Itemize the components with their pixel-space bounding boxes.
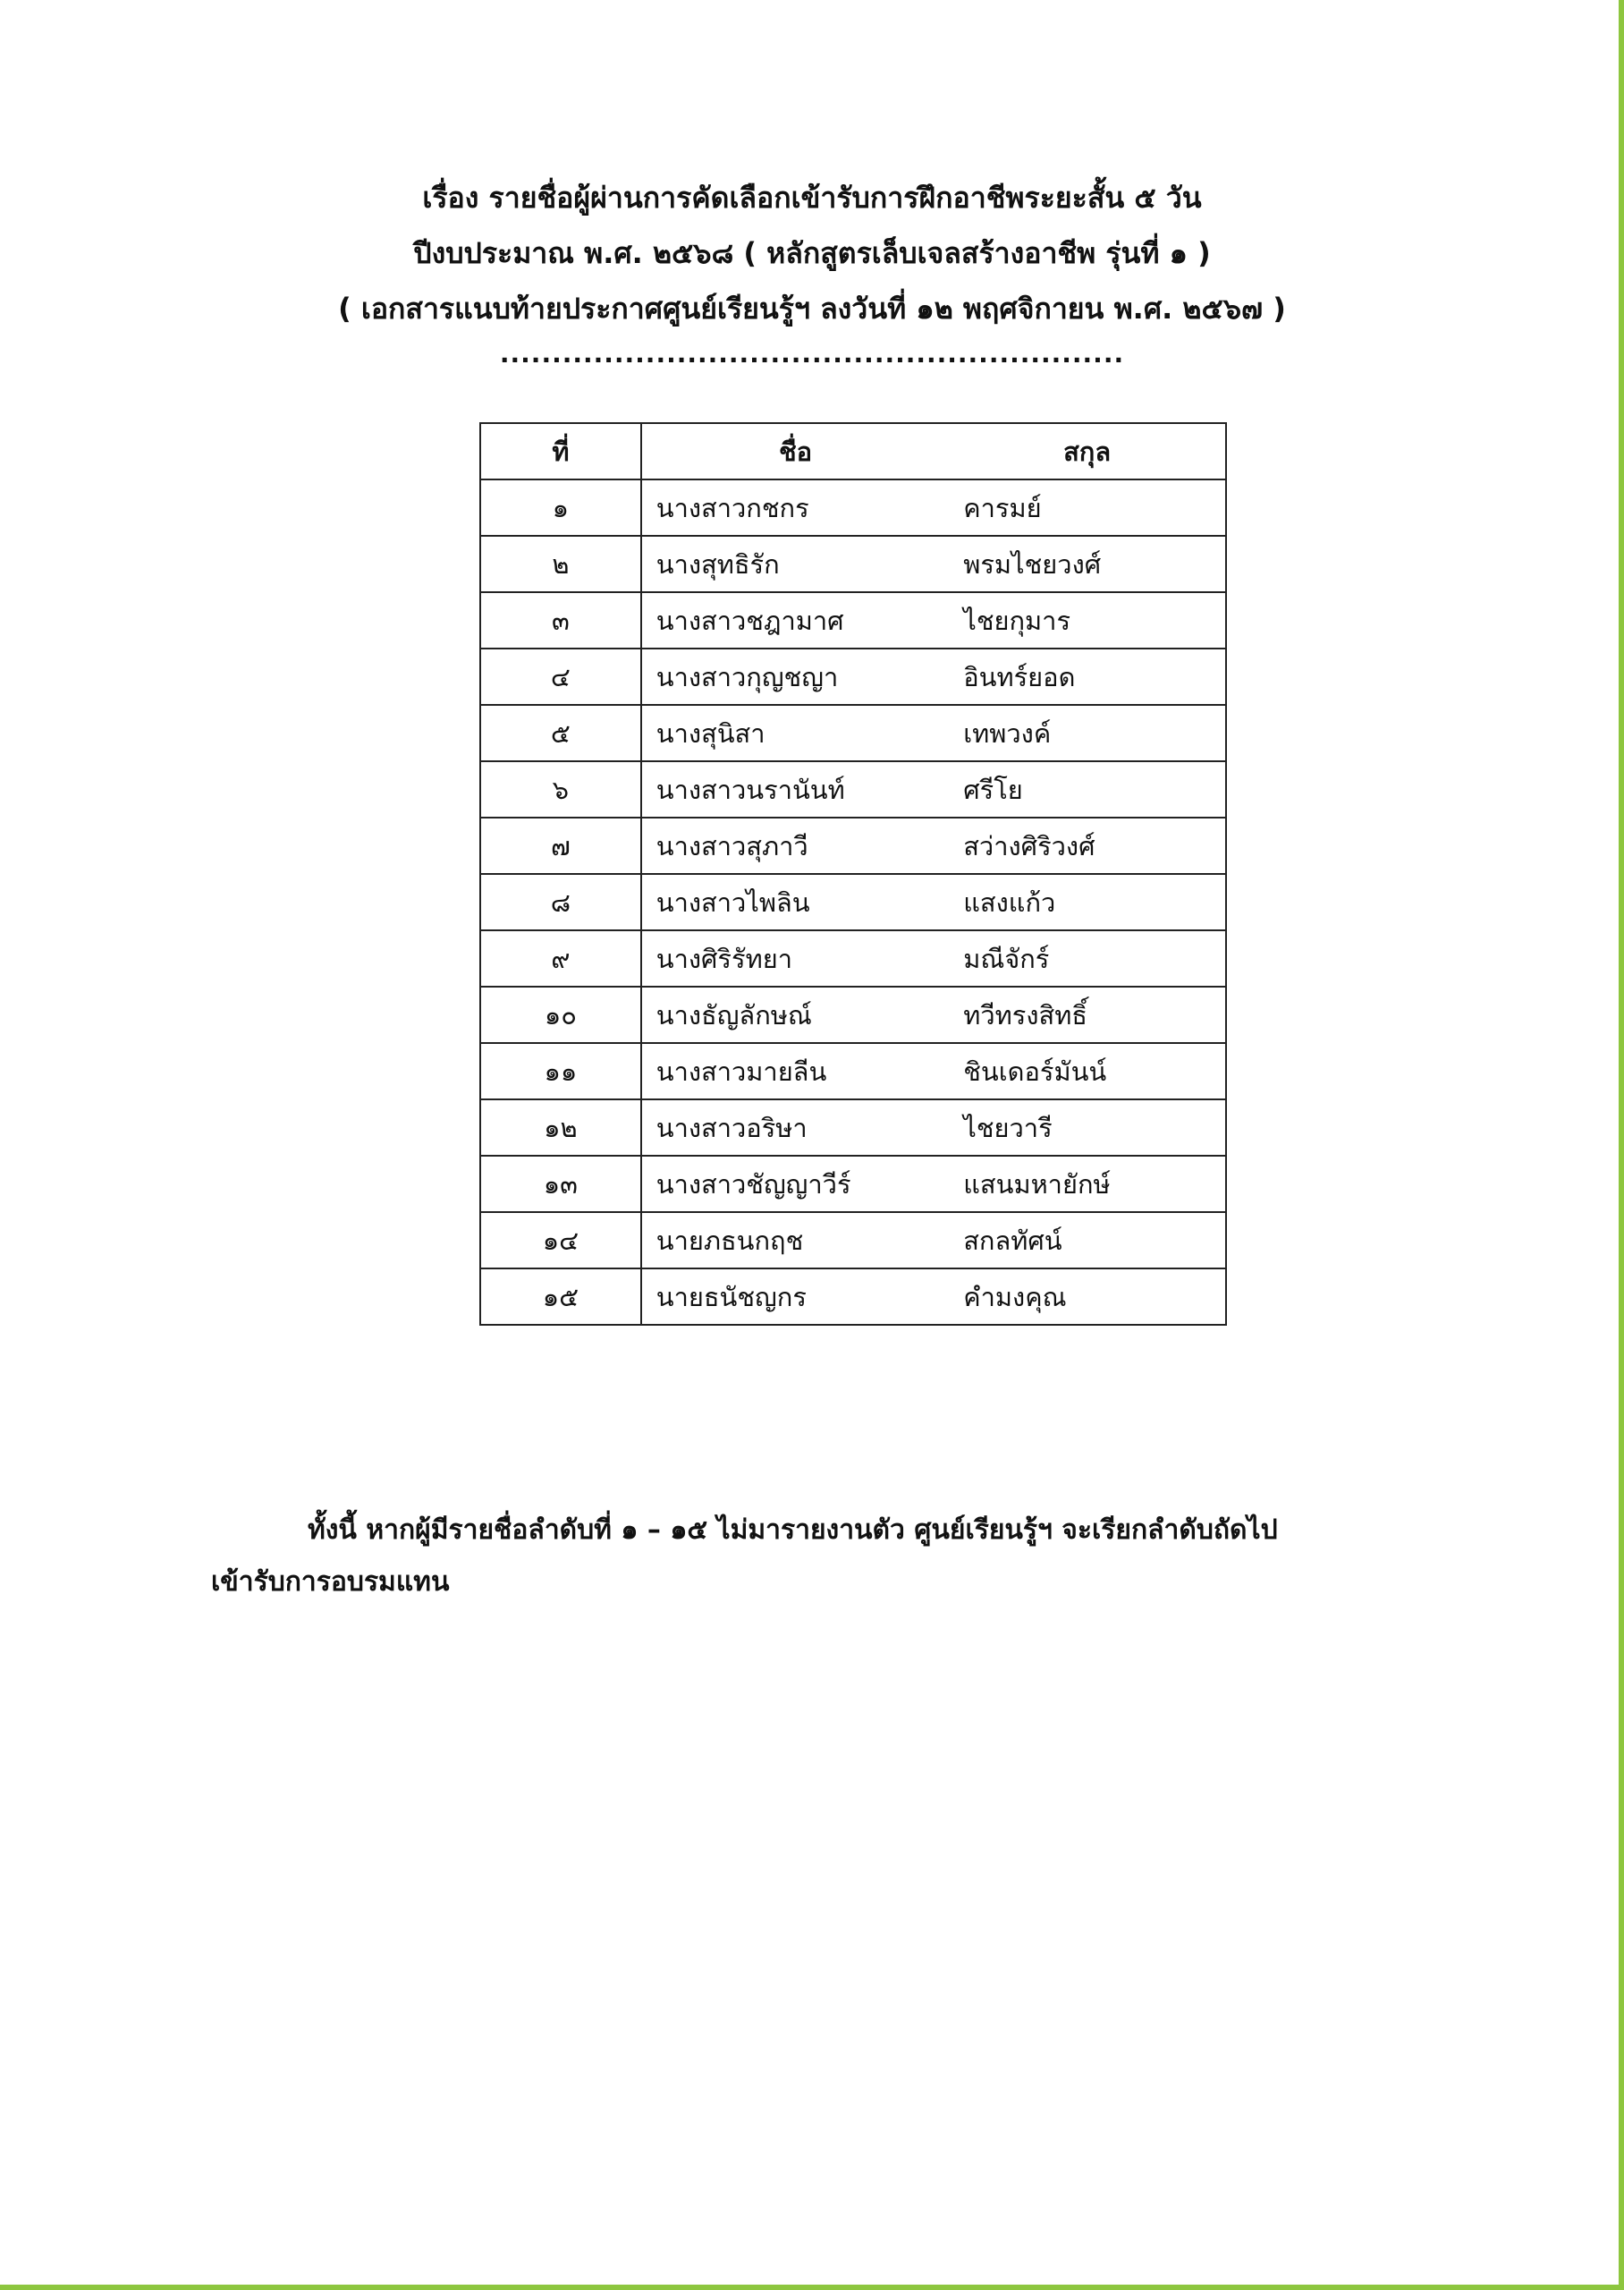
row-number: ๑๐ <box>480 987 641 1043</box>
closing-note-line-2: เข้ารับการอบรมแทน <box>211 1566 450 1598</box>
table-row <box>480 536 1226 592</box>
row-last-name: ไชยวารี <box>949 1099 1226 1156</box>
row-first-name: นางสาวชฎามาศ <box>641 592 949 649</box>
row-first-name: นางสาวนรานันท์ <box>641 761 949 818</box>
row-first-name: นางสาวกชกร <box>641 479 949 536</box>
row-last-name: มณีจักร์ <box>949 930 1226 987</box>
header-attachment-note: ( เอกสารแนบท้ายประกาศศูนย์เรียนรู้ฯ ลงวันที่ ๑๒ พฤศจิกายน พ.ศ. ๒๕๖๗ ) <box>338 292 1286 326</box>
row-last-name: แสงแก้ว <box>949 874 1226 930</box>
table-row <box>480 1212 1226 1268</box>
row-last-name: สว่างศิริวงศ์ <box>949 818 1226 874</box>
row-number: ๑๕ <box>480 1268 641 1325</box>
row-first-name: นางสุนิสา <box>641 705 949 761</box>
row-number: ๑๓ <box>480 1156 641 1212</box>
row-last-name: เทพวงค์ <box>949 705 1226 761</box>
row-last-name: อินทร์ยอด <box>949 649 1226 705</box>
row-number: ๑๑ <box>480 1043 641 1099</box>
row-first-name: นางสุทธิรัก <box>641 536 949 592</box>
table-row <box>480 592 1226 649</box>
row-last-name: คำมงคุณ <box>949 1268 1226 1325</box>
row-number: ๓ <box>480 592 641 649</box>
table-row <box>480 761 1226 818</box>
row-first-name: นายภธนกฤช <box>641 1212 949 1268</box>
table-row <box>480 1043 1226 1099</box>
row-number: ๑๔ <box>480 1212 641 1268</box>
row-last-name: สกลทัศน์ <box>949 1212 1226 1268</box>
row-number: ๙ <box>480 930 641 987</box>
row-first-name: นางสาวไพลิน <box>641 874 949 930</box>
closing-note-line-1: ทั้งนี้ หากผู้มีรายชื่อลำดับที่ ๑ – ๑๕ ไม่มารายงานตัว ศูนย์เรียนรู้ฯ จะเรียกลำดับถัดไป <box>308 1514 1278 1546</box>
row-last-name: ไชยกุมาร <box>949 592 1226 649</box>
table-row <box>480 818 1226 874</box>
table-row <box>480 705 1226 761</box>
header-subject: เรื่อง รายชื่อผู้ผ่านการคัดเลือกเข้ารับการฝึกอาชีพระยะสั้น ๕ วัน <box>422 181 1202 215</box>
row-first-name: นางศิริรัทยา <box>641 930 949 987</box>
table-row <box>480 1099 1226 1156</box>
row-number: ๒ <box>480 536 641 592</box>
document-header <box>0 170 1624 372</box>
row-number: ๑๒ <box>480 1099 641 1156</box>
table-row <box>480 930 1226 987</box>
row-last-name: ชินเดอร์มันน์ <box>949 1043 1226 1099</box>
page-edge-bottom <box>0 2285 1624 2290</box>
row-first-name: นางสาวอริษา <box>641 1099 949 1156</box>
header-divider: ............................................................ <box>499 339 1125 369</box>
row-first-name: นางสาวมายลีน <box>641 1043 949 1099</box>
header-last-name: สกุล <box>949 423 1226 479</box>
table-row <box>480 649 1226 705</box>
closing-note <box>211 1505 1445 1608</box>
participants-table <box>479 422 1227 1326</box>
table-row <box>480 1156 1226 1212</box>
row-number: ๔ <box>480 649 641 705</box>
row-first-name: นายธนัชญกร <box>641 1268 949 1325</box>
header-first-name: ชื่อ <box>641 423 949 479</box>
row-number: ๖ <box>480 761 641 818</box>
row-last-name: คารมย์ <box>949 479 1226 536</box>
table-row <box>480 987 1226 1043</box>
header-fiscal-year: ปีงบประมาณ พ.ศ. ๒๕๖๘ ( หลักสูตรเล็บเจลสร้างอาชีพ รุ่นที่ ๑ ) <box>413 236 1211 270</box>
row-first-name: นางสาวชัญญาวีร์ <box>641 1156 949 1212</box>
table-row <box>480 874 1226 930</box>
row-number: ๑ <box>480 479 641 536</box>
row-number: ๗ <box>480 818 641 874</box>
row-last-name: แสนมหายักษ์ <box>949 1156 1226 1212</box>
row-last-name: พรมไชยวงศ์ <box>949 536 1226 592</box>
header-no: ที่ <box>480 423 641 479</box>
table-row <box>480 1268 1226 1325</box>
table-row <box>480 479 1226 536</box>
row-first-name: นางสาวสุภาวี <box>641 818 949 874</box>
table-header-row <box>480 423 1226 479</box>
row-last-name: ศรีโย <box>949 761 1226 818</box>
row-number: ๕ <box>480 705 641 761</box>
row-first-name: นางธัญลักษณ์ <box>641 987 949 1043</box>
row-first-name: นางสาวกุญชญา <box>641 649 949 705</box>
row-last-name: ทวีทรงสิทธิ์ <box>949 987 1226 1043</box>
row-number: ๘ <box>480 874 641 930</box>
